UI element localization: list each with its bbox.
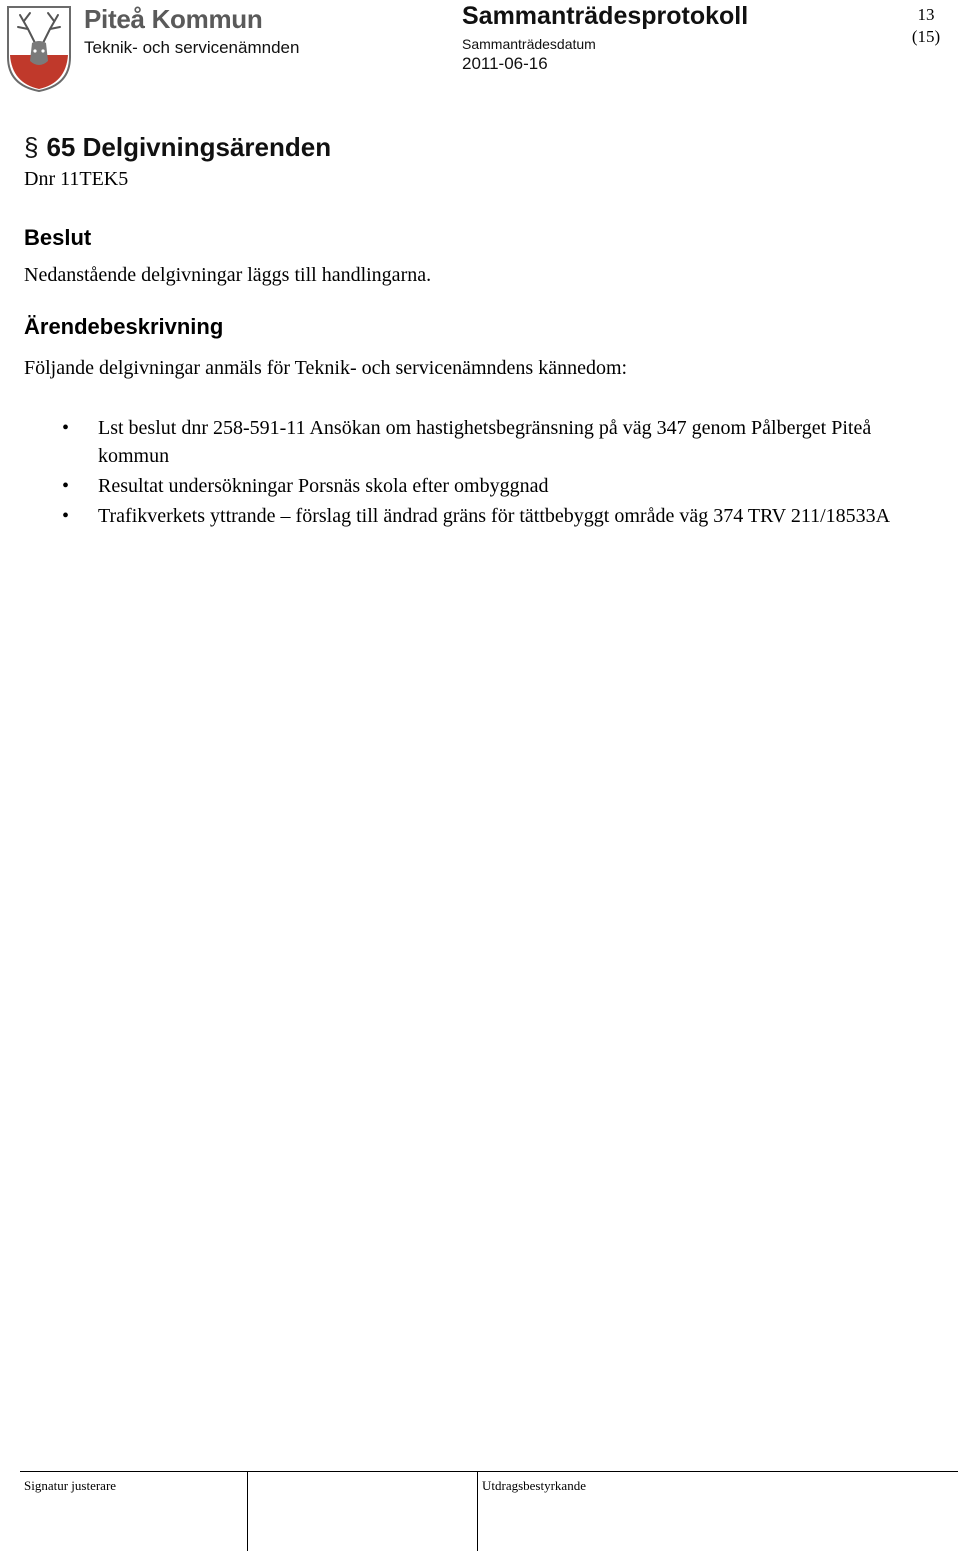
page-current: 13 (917, 5, 935, 24)
footer-column-divider (477, 1471, 478, 1551)
reindeer-coat-of-arms-icon (6, 5, 72, 93)
extract-certification-label: Utdragsbestyrkande (482, 1478, 586, 1493)
signature-label: Signatur justerare (24, 1478, 117, 1493)
decision-heading: Beslut (24, 225, 92, 250)
case-number: Dnr 11TEK5 (24, 168, 129, 190)
bullet-icon: • (62, 417, 70, 439)
bullet-icon: • (62, 505, 70, 527)
list-item-text: Resultat undersökningar Porsnäs skola efter ombyggnad (98, 475, 549, 497)
footer-divider (20, 1471, 958, 1472)
paragraph-symbol: § (24, 132, 39, 162)
case-description-heading: Ärendebeskrivning (24, 314, 224, 339)
meeting-date-label: Sammanträdesdatum (462, 36, 596, 52)
list-item-text: Lst beslut dnr 258-591-11 Ansökan om hastighetsbegränsning på väg 347 genom Pålberget Piteå kommun (98, 417, 872, 467)
page-total: (15) (911, 27, 941, 46)
bullet-icon: • (62, 475, 70, 497)
decision-text: Nedanstående delgivningar läggs till handlingarna. (24, 264, 432, 286)
org-name: Piteå Kommun (84, 4, 263, 34)
list-item-text: Trafikverkets yttrande – förslag till ändrad gräns för tättbebyggt område väg 374 TRV 211/18533A (98, 505, 891, 527)
footer-column-divider (247, 1471, 248, 1551)
notification-list (0, 414, 960, 532)
document-title: Sammanträdesprotokoll (462, 2, 749, 30)
section-heading (24, 132, 331, 163)
list-item (0, 472, 960, 500)
list-item (0, 502, 960, 530)
meeting-date-value: 2011-06-16 (462, 54, 548, 73)
case-description-text: Följande delgivningar anmäls för Teknik- och servicenämndens kännedom: (24, 357, 628, 379)
page-number (900, 4, 952, 48)
list-item (0, 414, 960, 470)
org-unit: Teknik- och servicenämnden (84, 38, 300, 57)
section-title: 65 Delgivningsärenden (46, 132, 332, 162)
